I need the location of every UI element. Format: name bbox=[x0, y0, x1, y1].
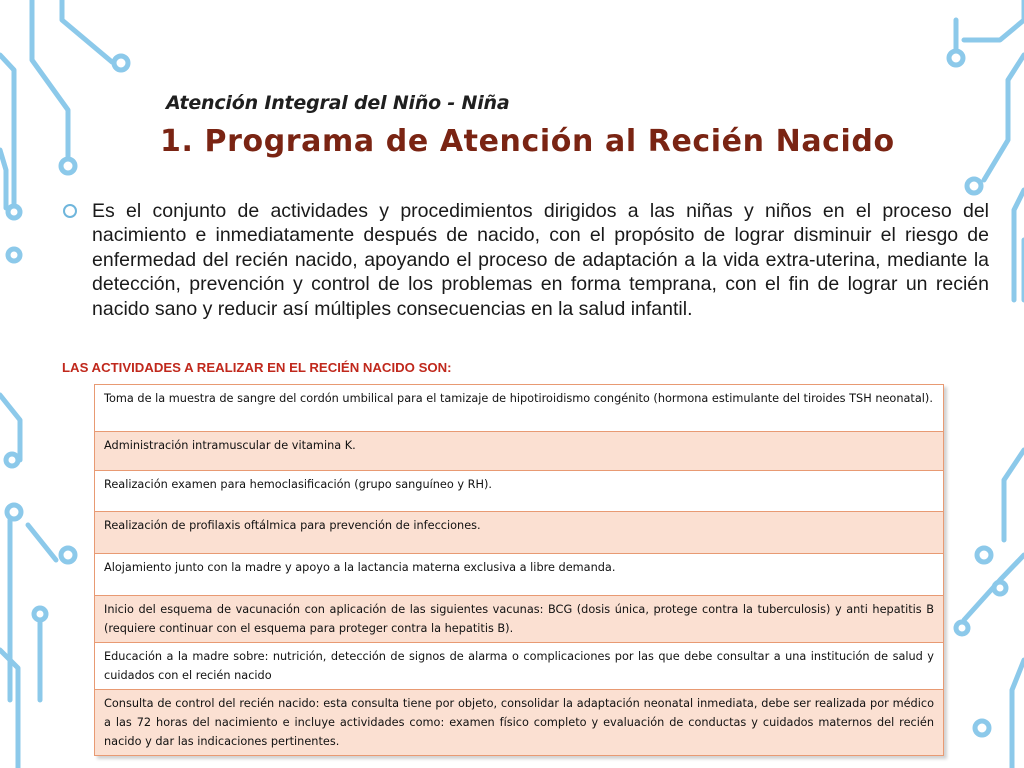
section-subtitle: Atención Integral del Niño - Niña bbox=[166, 92, 510, 114]
table-cell: Inicio del esquema de vacunación con aplicación de las siguientes vacunas: BCG (dosis única, protege contra la tuberculosis) y anti hepatitis B (requiere continuar con el esquema para proteger contra la hepatitis B). bbox=[95, 596, 944, 643]
table-row bbox=[95, 471, 944, 512]
table-row bbox=[95, 596, 944, 643]
table-cell: Administración intramuscular de vitamina K. bbox=[95, 432, 944, 471]
table-cell: Toma de la muestra de sangre del cordón umbilical para el tamizaje de hipotiroidismo congénito (hormona estimulante del tiroides TSH neonatal). bbox=[95, 385, 944, 432]
table-cell: Realización examen para hemoclasificación (grupo sanguíneo y RH). bbox=[95, 471, 944, 512]
table-row bbox=[95, 512, 944, 554]
table-cell: Consulta de control del recién nacido: esta consulta tiene por objeto, consolidar la adaptación neonatal inmediata, debe ser realizada por médico a las 72 horas del nacimiento e incluye actividades como: examen físico completo y evaluación de conductas y cuidados maternos del recién nacido y dar las indicaciones pertinentes. bbox=[95, 690, 944, 756]
table-cell: Realización de profilaxis oftálmica para prevención de infecciones. bbox=[95, 512, 944, 554]
activities-table bbox=[94, 384, 944, 756]
intro-paragraph: Es el conjunto de actividades y procedimientos dirigidos a las niñas y niños en el proceso del nacimiento e inmediatamente después de nacido, con el propósito de lograr disminuir el riesgo de enfermedad del recién nacido, apoyando el proceso de adaptación a la vida extra-uterina, mediante la detección, prevención y control de los problemas en forma temprana, con el fin de lograr un recién nacido sano y reducir así múltiples consecuencias en la salud infantil. bbox=[92, 200, 989, 320]
table-cell: Alojamiento junto con la madre y apoyo a la lactancia materna exclusiva a libre demanda. bbox=[95, 554, 944, 596]
activities-heading: LAS ACTIVIDADES A REALIZAR EN EL RECIÉN NACIDO SON: bbox=[62, 360, 452, 375]
page-title: 1. Programa de Atención al Recién Nacido bbox=[160, 124, 895, 159]
table-row bbox=[95, 385, 944, 432]
table-row bbox=[95, 432, 944, 471]
table-cell: Educación a la madre sobre: nutrición, detección de signos de alarma o complicaciones por las que debe consultar a una institución de salud y cuidados con el recién nacido bbox=[95, 643, 944, 690]
bullet-icon bbox=[63, 204, 77, 218]
table-row bbox=[95, 554, 944, 596]
table-row bbox=[95, 643, 944, 690]
table-row bbox=[95, 690, 944, 756]
